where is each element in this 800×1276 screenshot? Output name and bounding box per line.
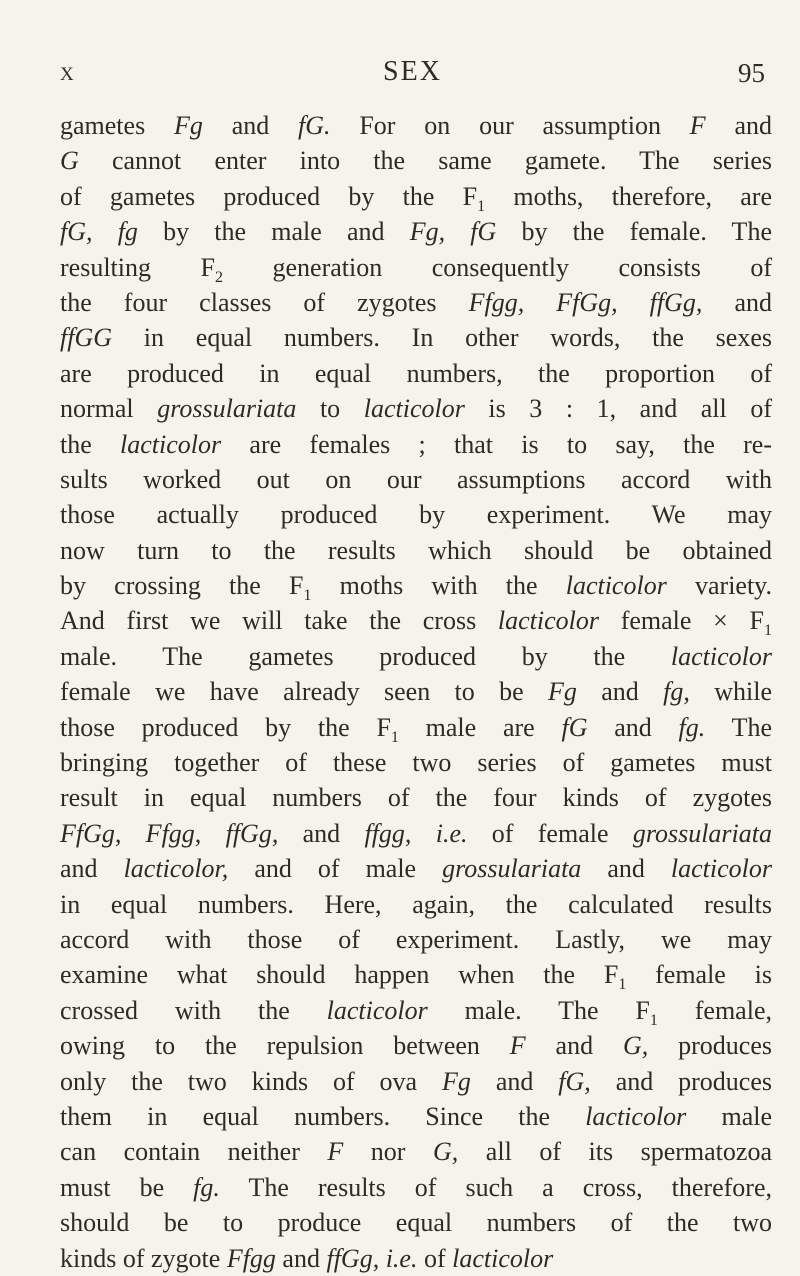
- italic-term: ffGG: [60, 323, 112, 353]
- subscript: 2: [214, 268, 223, 286]
- italic-term: lacticolor,: [123, 854, 229, 884]
- text-run: The: [705, 712, 772, 742]
- italic-term: fg,: [663, 677, 690, 707]
- italic-term: fG: [561, 712, 588, 742]
- text-line: [60, 320, 772, 355]
- text-run: bringing together of these two series of gametes must: [60, 748, 772, 778]
- text-line: [60, 745, 772, 780]
- text-run: of gametes produced by the F: [60, 181, 478, 211]
- text-line: [60, 993, 772, 1028]
- text-run: moths, therefore, are: [485, 181, 773, 211]
- text-run: female × F: [599, 606, 764, 636]
- text-line: [60, 1064, 772, 1099]
- text-run: those produced by the F: [60, 712, 391, 742]
- italic-term: Fg, fG: [409, 217, 497, 247]
- text-run: female is: [626, 960, 772, 990]
- subscript: 1: [303, 587, 312, 605]
- italic-term: fG.: [298, 111, 331, 140]
- text-run: by crossing the F: [60, 571, 304, 601]
- italic-term: grossulariata: [632, 818, 772, 848]
- text-run: the four classes of zygotes: [60, 287, 469, 317]
- text-line: [60, 391, 772, 426]
- italic-term: Ffgg, FfGg, ffGg,: [468, 287, 703, 317]
- italic-term: grossulariata: [442, 854, 582, 884]
- text-line: [60, 603, 772, 638]
- text-run: and: [702, 287, 772, 317]
- text-run: And first we will take the cross: [60, 606, 498, 636]
- text-run: by the male and: [137, 217, 410, 247]
- text-line: [60, 533, 772, 568]
- italic-term: lacticolor: [585, 1101, 687, 1131]
- text-line: [60, 285, 772, 320]
- text-run: them in equal numbers. Since the: [60, 1101, 586, 1131]
- page-number: 95: [738, 58, 765, 88]
- text-line: [60, 497, 772, 532]
- italic-term: lacticolor: [326, 995, 428, 1025]
- subscript: 1: [618, 976, 627, 994]
- text-line: [60, 674, 772, 709]
- text-line: [60, 957, 772, 992]
- text-run: now turn to the results which should be obtained: [60, 535, 772, 565]
- text-run: and: [470, 1066, 559, 1096]
- page-header: [60, 50, 765, 90]
- text-line: [60, 143, 772, 178]
- text-line: [60, 462, 772, 497]
- text-run: in equal numbers. Here, again, the calculated results: [60, 889, 772, 919]
- text-run: are females ; that is to say, the re-: [221, 429, 773, 459]
- italic-term: lacticolor: [670, 854, 772, 884]
- italic-term: lacticolor: [497, 606, 599, 636]
- subscript: 1: [649, 1011, 658, 1029]
- text-run: moths with the: [311, 571, 566, 601]
- italic-term: lacticolor: [363, 394, 465, 424]
- text-line: [60, 179, 772, 214]
- text-run: while: [689, 677, 772, 707]
- text-line: [60, 1099, 772, 1134]
- text-line: [60, 922, 772, 957]
- text-line: [60, 250, 772, 285]
- text-line: [60, 568, 772, 603]
- italic-term: fG, fg: [60, 217, 138, 247]
- text-run: nor: [343, 1137, 433, 1167]
- text-line: [60, 1134, 772, 1169]
- text-run: gametes: [60, 111, 174, 140]
- italic-term: lacticolor: [670, 641, 772, 671]
- text-line: [60, 1028, 772, 1063]
- text-run: of: [417, 1243, 453, 1273]
- italic-term: lacticolor: [565, 571, 667, 601]
- text-run: variety.: [666, 571, 772, 601]
- text-run: those actually produced by experiment. We may: [60, 500, 772, 530]
- text-run: female we have already seen to be: [60, 677, 549, 707]
- text-run: accord with those of experiment. Lastly, we may: [60, 924, 772, 954]
- text-run: must be: [60, 1172, 194, 1202]
- text-run: normal: [60, 394, 158, 424]
- italic-term: G,: [622, 1031, 649, 1061]
- running-head: SEX: [383, 56, 442, 87]
- text-run: male. The F: [427, 995, 650, 1025]
- text-run: and: [525, 1031, 623, 1061]
- text-run: produces: [648, 1031, 773, 1061]
- text-run: The results of such a cross, therefore,: [219, 1172, 772, 1202]
- italic-term: grossulariata: [157, 394, 297, 424]
- text-line: [60, 108, 772, 143]
- text-run: and: [581, 854, 671, 884]
- italic-term: lacticolor: [120, 429, 222, 459]
- text-run: crossed with the: [60, 995, 327, 1025]
- italic-term: ffgg, i.e.: [364, 818, 468, 848]
- italic-term: F: [689, 111, 706, 140]
- text-run: male: [686, 1101, 772, 1131]
- italic-term: G: [60, 146, 79, 176]
- text-line: [60, 851, 772, 886]
- text-run: result in equal numbers of the four kinds of zygotes: [60, 783, 772, 813]
- text-run: sults worked out on our assumptions accord with: [60, 464, 772, 494]
- italic-term: G,: [433, 1137, 459, 1167]
- text-run: the: [60, 429, 121, 459]
- subscript: 1: [477, 197, 486, 215]
- text-run: and: [587, 712, 679, 742]
- text-run: by the female. The: [496, 217, 772, 247]
- text-run: and: [576, 677, 664, 707]
- text-run: resulting F: [60, 252, 215, 282]
- italic-term: fg.: [193, 1172, 220, 1202]
- text-run: male are: [398, 712, 562, 742]
- italic-term: fg.: [678, 712, 706, 742]
- text-run: in equal numbers. In other words, the sexes: [112, 323, 772, 353]
- text-run: and: [705, 111, 773, 140]
- text-run: and: [278, 818, 365, 848]
- text-run: kinds of zygote: [60, 1243, 227, 1273]
- italic-term: Ffgg: [226, 1243, 276, 1273]
- body-text: [60, 108, 772, 1276]
- chapter-number: X: [60, 64, 75, 85]
- italic-term: fG,: [558, 1066, 591, 1096]
- text-run: and: [275, 1243, 327, 1273]
- italic-term: F: [327, 1137, 344, 1167]
- text-line: [60, 1205, 772, 1240]
- text-run: all of its spermatozoa: [458, 1137, 772, 1167]
- text-run: of female: [467, 818, 633, 848]
- italic-term: ffGg, i.e.: [326, 1243, 418, 1273]
- text-line: [60, 639, 772, 674]
- text-run: female,: [657, 995, 772, 1025]
- text-line: [60, 1241, 772, 1276]
- text-run: and of male: [228, 854, 443, 884]
- italic-term: FfGg, Ffgg, ffGg,: [60, 818, 279, 848]
- text-run: only the two kinds of ova: [60, 1066, 443, 1096]
- text-run: to: [296, 394, 364, 424]
- italic-term: F: [509, 1031, 526, 1061]
- text-line: [60, 816, 772, 851]
- text-run: For on our assumption: [330, 111, 690, 140]
- text-run: and: [60, 854, 124, 884]
- text-run: examine what should happen when the F: [60, 960, 619, 990]
- text-line: [60, 214, 772, 249]
- text-run: is 3 : 1, and all of: [464, 394, 772, 424]
- text-line: [60, 1170, 772, 1205]
- text-run: should be to produce equal numbers of the two: [60, 1208, 772, 1238]
- text-line: [60, 710, 772, 745]
- text-run: and: [202, 111, 299, 140]
- text-line: [60, 356, 772, 391]
- text-run: cannot enter into the same gamete. The series: [78, 146, 772, 176]
- text-run: and produces: [590, 1066, 773, 1096]
- italic-term: lacticolor: [452, 1243, 554, 1273]
- subscript: 1: [390, 728, 399, 746]
- text-line: [60, 427, 772, 462]
- italic-term: Fg: [548, 677, 577, 707]
- text-run: are produced in equal numbers, the proportion of: [60, 358, 772, 388]
- text-run: male. The gametes produced by the: [60, 641, 671, 671]
- italic-term: Fg: [442, 1066, 471, 1096]
- text-run: owing to the repulsion between: [60, 1031, 510, 1061]
- text-line: [60, 887, 772, 922]
- text-line: [60, 780, 772, 815]
- text-run: can contain neither: [60, 1137, 328, 1167]
- italic-term: Fg: [174, 111, 203, 140]
- subscript: 1: [763, 622, 772, 640]
- text-run: generation consequently consists of: [222, 252, 772, 282]
